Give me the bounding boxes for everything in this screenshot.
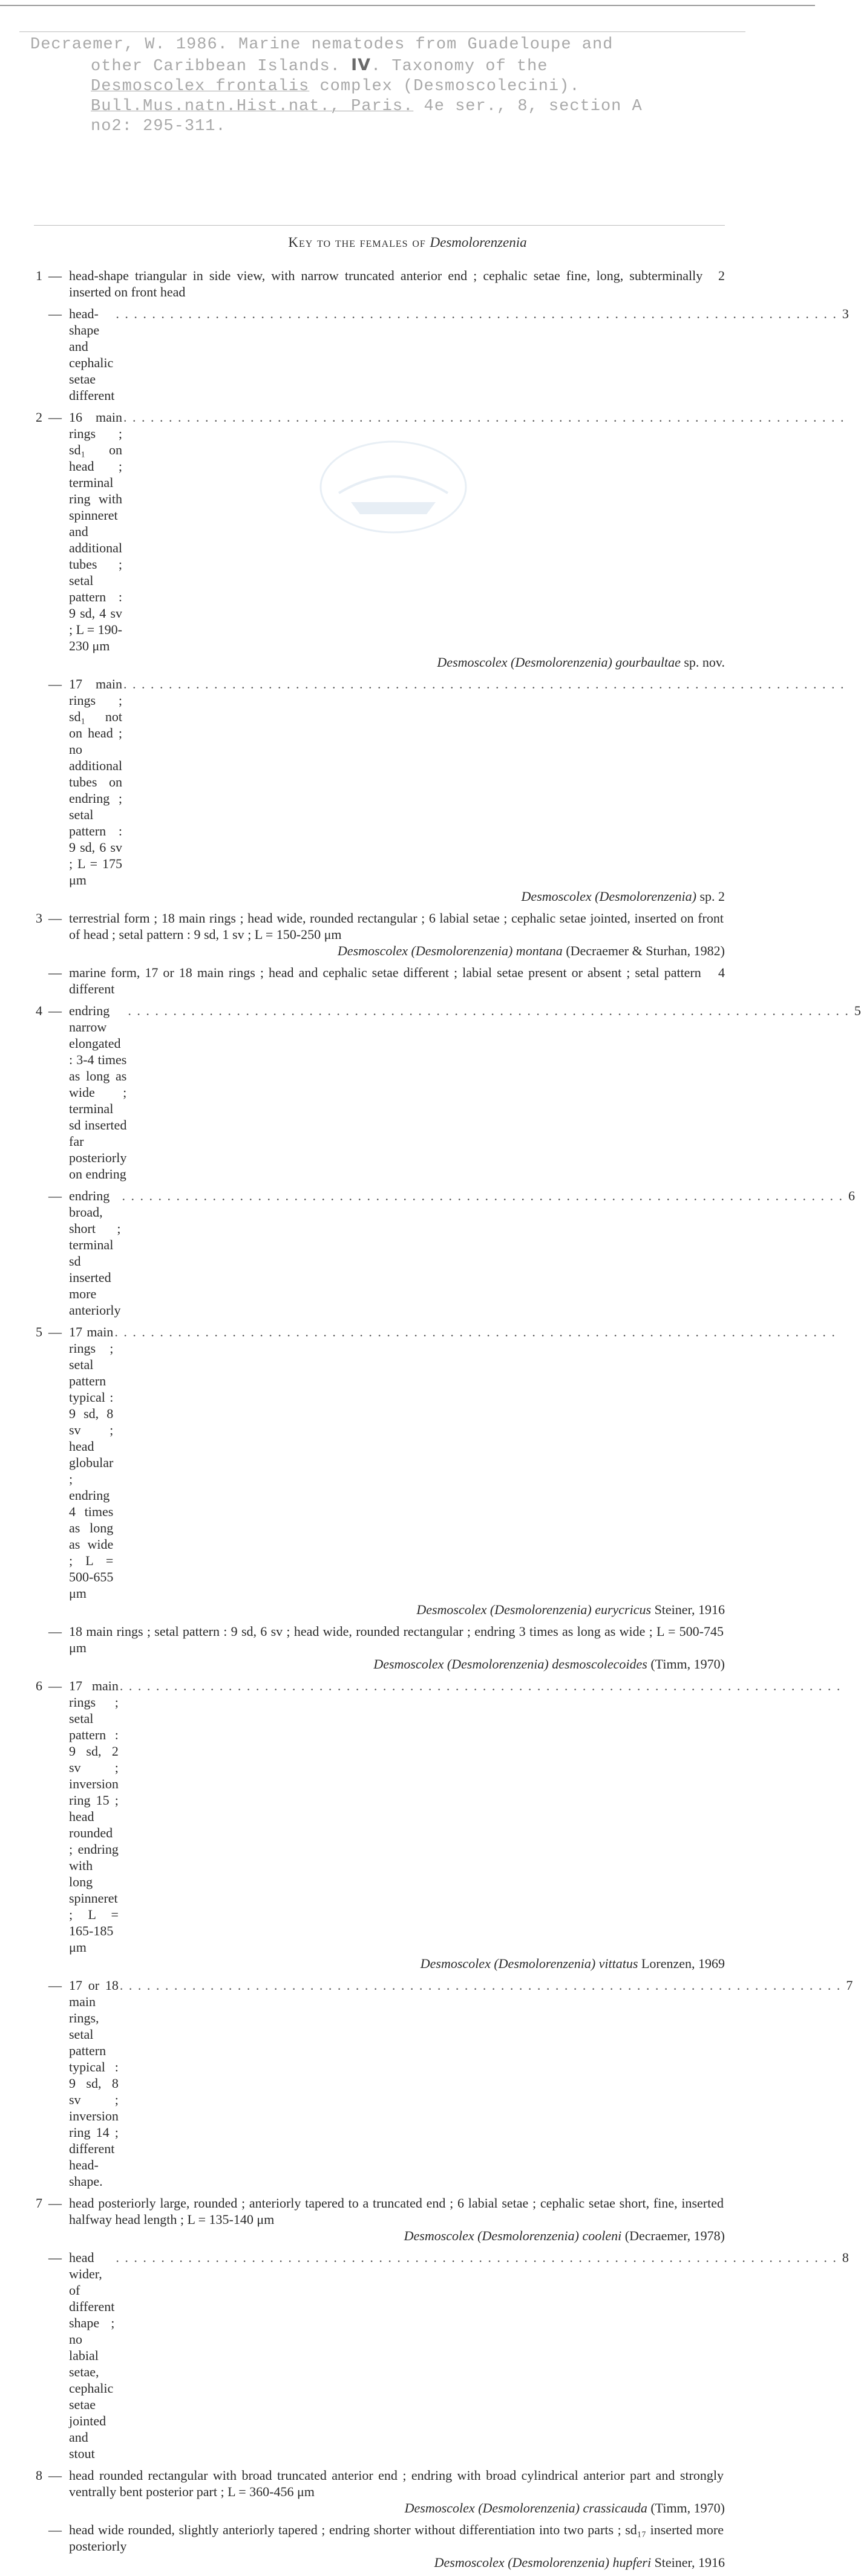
key-entry <box>31 2195 725 2244</box>
species-authority: Lorenzen, 1969 <box>638 1956 725 1971</box>
entry-lead <box>69 267 725 300</box>
entry-lead <box>69 306 849 404</box>
leader-dots: . . . . . . . . . . . . . . . . . . . . . . . . . . . . . . . . . . . . . . . . . . . . . . . . . . . . . . . . . . . . . . . . . . . . . . . . . . . . . . . . <box>114 1324 836 1339</box>
entry-lead <box>69 1002 861 1182</box>
species-name: Desmoscolex (Desmolorenzenia) desmoscolecoides <box>373 1656 647 1672</box>
species-authority: (Decraemer, 1978) <box>621 2228 725 2243</box>
citation-line-2 <box>30 55 744 77</box>
citation-line-3-rest: complex (Desmoscolecini). <box>309 77 580 96</box>
entry-text: 17 main rings ; sd₁ not on head ; no additional tubes on endring ; setal pattern : 9 sd, 6 sv ; L = 175 μm <box>69 676 122 888</box>
citation-line-3 <box>30 77 744 97</box>
species-line <box>69 943 725 959</box>
entry-text: 16 main rings ; sd₁ on head ; terminal ring with spinneret and additional tubes ; setal pattern : 9 sd, 4 sv ; L = 190-230 μm <box>69 410 122 653</box>
citation-line-1: Decraemer, W. 1986. Marine nematodes from Guadeloupe and <box>30 36 614 54</box>
key-entry <box>31 2522 725 2571</box>
entry-text: terrestrial form ; 18 main rings ; head wide, rounded rectangular ; 6 labial setae ; cephalic setae jointed, inserted on front of head ; setal pattern : 9 sd, 1 sv ; L = 150-250 μm <box>69 910 724 942</box>
entry-lead <box>69 1678 842 1955</box>
citation-line-5: no2: 295-311. <box>91 117 226 136</box>
leader-dots: . . . . . . . . . . . . . . . . . . . . . . . . . . . . . . . . . . . . . . . . . . . . . . . . . . . . . . . . . . . . . . . . . . . . . . . . . . . . . . . . <box>116 306 837 321</box>
species-authority: (Timm, 1970) <box>647 1656 725 1672</box>
entry-body <box>69 1977 853 2189</box>
entry-dash: — <box>48 1678 62 1693</box>
key-entry <box>31 2249 849 2462</box>
entry-text: head wider, of different shape ; no labial setae, cephalic setae jointed and stout <box>69 2250 115 2461</box>
entry-body <box>69 267 725 300</box>
species-name: Desmoscolex (Desmolorenzenia) vittatus <box>420 1956 638 1971</box>
key-entry <box>31 409 845 670</box>
species-line <box>69 1955 725 1972</box>
entry-text: marine form, 17 or 18 main rings ; head and cephalic setae different ; labial setae present or absent ; setal pattern different <box>69 965 701 996</box>
leader-dots: . . . . . . . . . . . . . . . . . . . . . . . . . . . . . . . . . . . . . . . . . . . . . . . . . . . . . . . . . . . . . . . . . . . . . . . . . . . . . . . . <box>119 1978 842 1993</box>
entry-dash: — <box>48 1624 62 1639</box>
entry-dash: — <box>48 2195 62 2211</box>
leader-dots: . . . . . . . . . . . . . . . . . . . . . . . . . . . . . . . . . . . . . . . . . . . . . . . . . . . . . . . . . . . . . . . . . . . . . . . . . . . . . . . . <box>122 1188 844 1203</box>
entry-dash: — <box>48 1324 62 1339</box>
citation-line-2-rest: . Taxonomy of the <box>371 57 548 76</box>
citation-line-4 <box>30 97 744 117</box>
entry-body <box>69 676 845 904</box>
entry-dash: — <box>48 676 62 691</box>
key-entry <box>31 2467 725 2516</box>
entry-body <box>69 2467 725 2516</box>
couplet-number: 3 <box>36 910 42 926</box>
species-authority: (Timm, 1970) <box>647 2500 725 2516</box>
entry-text: endring narrow elongated : 3-4 times as long as wide ; terminal sd inserted far posteriorly on endring <box>69 1003 127 1182</box>
entry-text: head-shape and cephalic setae different <box>69 306 115 403</box>
entry-lead <box>69 2522 725 2554</box>
entry-body <box>69 2249 849 2462</box>
key-title-caps: Key to the females of <box>288 235 426 250</box>
key-entry <box>31 964 725 997</box>
species-name: Desmoscolex (Desmolorenzenia) montana <box>337 943 563 958</box>
key-title-genus: Desmolorenzenia <box>430 235 527 250</box>
entry-lead <box>69 2249 849 2462</box>
entry-body <box>69 964 725 997</box>
key-entry <box>31 1623 725 1672</box>
couplet-number: 4 <box>36 1003 42 1018</box>
handwritten-volume: IV <box>351 56 372 74</box>
species-authority: sp. 2 <box>696 889 725 904</box>
entry-text: 17 or 18 main rings, setal pattern typical : 9 sd, 8 sv ; inversion ring 14 ; different head-shape. <box>69 1978 119 2189</box>
species-line <box>69 2500 725 2516</box>
species-line <box>69 1656 725 1672</box>
key-entry <box>31 910 725 959</box>
species-name: Desmoscolex (Desmolorenzenia) hupferi <box>434 2555 652 2570</box>
key-entry <box>31 267 725 300</box>
leader-dots: . . . . . . . . . . . . . . . . . . . . . . . . . . . . . . . . . . . . . . . . . . . . . . . . . . . . . . . . . . . . . . . . . . . . . . . . . . . . . . . . <box>128 1003 850 1018</box>
species-line <box>69 654 725 670</box>
entry-text: 17 main rings ; setal pattern typical : 9 sd, 8 sv ; head globular ; endring 4 times as long as wide ; L = 500-655 μm <box>69 1324 114 1601</box>
species-line <box>69 888 725 904</box>
entry-dash: — <box>48 268 62 283</box>
species-authority: Steiner, 1916 <box>651 1602 725 1617</box>
entry-text: endring broad, short ; terminal sd inserted more anteriorly <box>69 1188 121 1318</box>
entry-dash: — <box>48 1003 62 1018</box>
entry-text: 17 main rings ; setal pattern : 9 sd, 2 sv ; inversion ring 15 ; head rounded ; endring with long spinneret ; L = 165-185 μm <box>69 1678 119 1955</box>
entry-body <box>69 306 849 404</box>
entry-text: head rounded rectangular with broad truncated anterior end ; endring with broad cylindrical anterior part and strongly ventrally bent posterior part ; L = 360-456 μm <box>69 2468 724 2499</box>
leader-dots: . . . . . . . . . . . . . . . . . . . . . . . . . . . . . . . . . . . . . . . . . . . . . . . . . . . . . . . . . . . . . . . . . . . . . . . . . . . . . . . . <box>119 1678 842 1693</box>
entry-dash: — <box>48 1978 62 1993</box>
go-to-couplet: 6 <box>848 1188 856 1203</box>
key-entry <box>31 1002 861 1182</box>
go-to-couplet: 2 <box>718 268 725 283</box>
leader-dots: . . . . . . . . . . . . . . . . . . . . . . . . . . . . . . . . . . . . . . . . . . . . . . . . . . . . . . . . . . . . . . . . . . . . . . . . . . . . . . . . <box>123 410 845 425</box>
go-to-couplet: 5 <box>854 1003 861 1018</box>
entry-lead <box>69 1623 725 1656</box>
couplet-number: 7 <box>36 2195 42 2211</box>
species-authority: sp. nov. <box>680 655 725 670</box>
entry-lead <box>69 1188 856 1318</box>
entry-body <box>69 2522 725 2571</box>
entry-dash: — <box>48 410 62 425</box>
entry-dash: — <box>48 306 62 321</box>
go-to-couplet: 7 <box>846 1978 853 1993</box>
entry-text: head posteriorly large, rounded ; anteriorly tapered to a truncated end ; 6 labial setae ; cephalic setae short, fine, inserted halfway head length ; L = 135-140 μm <box>69 2195 724 2227</box>
go-to-couplet: 4 <box>718 965 725 980</box>
entry-lead <box>69 910 725 943</box>
species-line <box>69 2228 725 2244</box>
entry-body <box>69 2195 725 2244</box>
go-to-couplet: 3 <box>842 306 849 321</box>
top-rule <box>0 5 815 6</box>
entry-body <box>69 409 845 670</box>
species-authority: (Decraemer & Sturhan, 1982) <box>562 943 725 958</box>
entry-body <box>69 910 725 959</box>
citation-line-2-text: other Caribbean Islands. <box>91 57 352 76</box>
species-name: Desmoscolex (Desmolorenzenia) <box>521 889 696 904</box>
entry-dash: — <box>48 2522 62 2537</box>
citation-block <box>30 35 744 137</box>
couplet-number: 2 <box>36 410 42 425</box>
species-line <box>69 2554 725 2571</box>
entry-text: head wide rounded, slightly anteriorly tapered ; endring shorter without differentiation into two parts ; sd₁₇ inserted more posteriorly <box>69 2522 724 2554</box>
couplet-number: 6 <box>36 1678 42 1693</box>
citation-line-4-rest: 4e ser., 8, section A <box>413 97 643 116</box>
key-entry <box>31 1188 856 1318</box>
citation-rule <box>19 31 745 32</box>
species-name: Desmoscolex (Desmolorenzenia) eurycricus <box>416 1602 652 1617</box>
citation-journal: Bull.Mus.natn.Hist.nat., Paris. <box>91 97 414 116</box>
key-entry <box>31 1678 842 1972</box>
species-name: Desmoscolex (Desmolorenzenia) cooleni <box>404 2228 622 2243</box>
key-entry <box>31 676 845 904</box>
key-entry <box>31 306 849 404</box>
entry-body <box>69 1188 856 1318</box>
entry-lead <box>69 964 725 997</box>
couplet-number: 8 <box>36 2468 42 2483</box>
key-entry <box>31 1977 853 2189</box>
entry-body <box>69 1623 725 1672</box>
entry-dash: — <box>48 2250 62 2265</box>
entry-dash: — <box>48 1188 62 1203</box>
entry-text: head-shape triangular in side view, with narrow truncated anterior end ; cephalic setae fine, long, subterminally inserted on front head <box>69 268 703 299</box>
entry-body <box>69 1678 842 1972</box>
entry-lead <box>69 2467 725 2500</box>
citation-genus-species: Desmoscolex frontalis <box>91 77 310 96</box>
species-name: Desmoscolex (Desmolorenzenia) crassicauda <box>404 2500 647 2516</box>
couplet-number: 1 <box>36 268 42 283</box>
entry-body <box>69 1324 836 1618</box>
entry-dash: — <box>48 965 62 980</box>
couplet-number: 5 <box>36 1324 42 1339</box>
key-title <box>0 235 815 250</box>
section-rule <box>34 225 725 226</box>
entry-lead <box>69 1977 853 2189</box>
species-authority: Steiner, 1916 <box>651 2555 725 2570</box>
entry-lead <box>69 2195 725 2228</box>
entry-dash: — <box>48 910 62 926</box>
leader-dots: . . . . . . . . . . . . . . . . . . . . . . . . . . . . . . . . . . . . . . . . . . . . . . . . . . . . . . . . . . . . . . . . . . . . . . . . . . . . . . . . <box>116 2250 837 2265</box>
go-to-couplet: 8 <box>842 2250 849 2265</box>
entry-body <box>69 1002 861 1182</box>
species-line <box>69 1601 725 1618</box>
entry-lead <box>69 1324 836 1601</box>
entry-dash: — <box>48 2468 62 2483</box>
leader-dots: . . . . . . . . . . . . . . . . . . . . . . . . . . . . . . . . . . . . . . . . . . . . . . . . . . . . . . . . . . . . . . . . . . . . . . . . . . . . . . . . <box>123 676 845 691</box>
key-entries <box>31 267 861 2576</box>
entry-lead <box>69 409 845 654</box>
entry-text: 18 main rings ; setal pattern : 9 sd, 6 sv ; head wide, rounded rectangular ; endring 3 times as long as wide ; L = 500-745 μm <box>69 1624 724 1655</box>
key-entry <box>31 1324 836 1618</box>
entry-lead <box>69 676 845 888</box>
species-name: Desmoscolex (Desmolorenzenia) gourbaultae <box>437 655 681 670</box>
